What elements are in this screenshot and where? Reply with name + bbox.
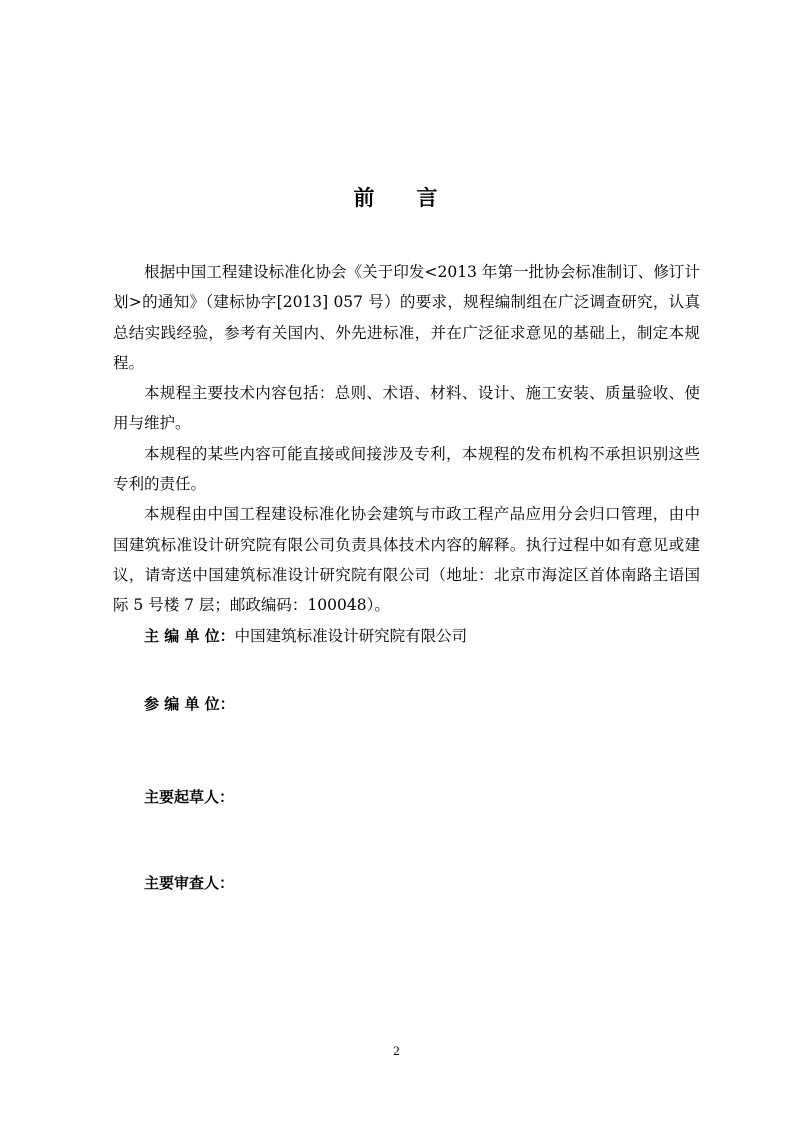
preface-paragraph-2: 本规程主要技术内容包括：总则、术语、材料、设计、施工安装、质量验收、使用与维护。 (113, 384, 700, 433)
participating-units-label: 参 编 单 位： (144, 695, 235, 713)
page-number: 2 (393, 1043, 400, 1058)
chief-editor-unit-label: 主 编 单 位： (144, 626, 235, 645)
chief-editor-unit-value: 中国建筑标准设计研究院有限公司 (234, 626, 468, 645)
preface-body (113, 257, 700, 651)
preface-paragraph-3: 本规程的某些内容可能直接或间接涉及专利，本规程的发布机构不承担识别这些专利的责任。 (113, 444, 700, 494)
chief-editor-unit-line (113, 621, 700, 651)
main-drafters-label: 主要起草人： (144, 788, 235, 806)
main-reviewers-label: 主要审查人： (144, 874, 235, 892)
preface-paragraph-1: 根据中国工程建设标准化协会《关于印发<2013 年第一批协会标准制订、修订计划>的通知》（建标协字[2013] 057 号）的要求，规程编制组在广泛调查研究，认真总结实践经验，参考有关国内、外先进标准，并在广泛征求意见的基础上，制定本规程。 (113, 263, 700, 372)
title-part-2: 言 (416, 185, 440, 210)
page-title (0, 183, 793, 213)
title-part-1: 前 (353, 185, 377, 210)
preface-paragraph-4: 本规程由中国工程建设标准化协会建筑与市政工程产品应用分会归口管理，由中国建筑标准设计研究院有限公司负责具体技术内容的解释。执行过程中如有意见或建议，请寄送中国建筑标准设计研究院有限公司（地址：北京市海淀区首体南路主语国际 5 号楼 7 层；邮政编码：100048）。 (113, 505, 700, 615)
